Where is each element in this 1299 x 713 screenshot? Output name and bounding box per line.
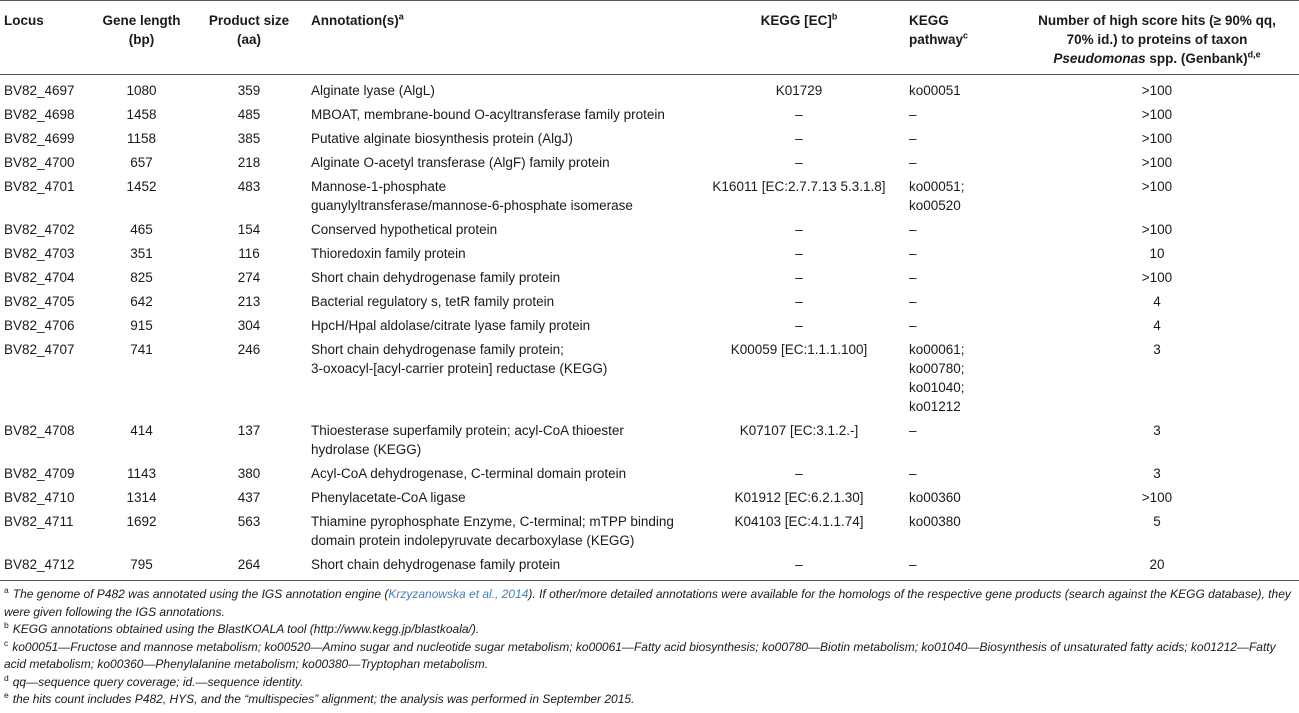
cell-gene-length: 1143 <box>126 466 157 481</box>
cell-product-size: 563 <box>237 514 261 529</box>
cell-hits: >100 <box>1141 490 1173 505</box>
cell-annotation-line: domain protein indolepyruvate decarboxylase (KEGG) <box>311 533 635 548</box>
cell-hits: >100 <box>1141 83 1173 98</box>
cell-annotation <box>307 242 693 266</box>
cell-locus: BV82_4699 <box>4 131 75 146</box>
cell-pathway <box>905 314 1015 338</box>
cell-annotation-line: Bacterial regulatory s, tetR family protein <box>311 294 555 309</box>
cell-pathway-line: ko00051; <box>909 179 965 194</box>
cell-kegg: K00059 [EC:1.1.1.100] <box>730 342 868 357</box>
cell-annotation <box>307 75 693 104</box>
cell-annotation-line: Putative alginate biosynthesis protein (AlgJ) <box>311 131 573 146</box>
table-row <box>0 338 1299 419</box>
cell-gene-length: 915 <box>130 318 153 333</box>
cell-annotation-line: Short chain dehydrogenase family protein <box>311 557 561 572</box>
cell-pathway <box>905 338 1015 419</box>
table-row <box>0 314 1299 338</box>
cell-annotation-line: Thioesterase superfamily protein; acyl-CoA thioester <box>311 423 624 438</box>
table-body <box>0 75 1299 581</box>
cell-kegg: – <box>795 131 803 146</box>
cell-annotation <box>307 290 693 314</box>
table-row <box>0 242 1299 266</box>
cell-annotation <box>307 266 693 290</box>
cell-gene-length: 1158 <box>126 131 157 146</box>
cell-kegg: – <box>795 270 803 285</box>
cell-annotation-line: MBOAT, membrane-bound O-acyltransferase family protein <box>311 107 665 122</box>
cell-kegg: – <box>795 466 803 481</box>
cell-annotation <box>307 127 693 151</box>
cell-kegg: – <box>795 246 803 261</box>
cell-locus: BV82_4709 <box>4 466 75 481</box>
cell-locus: BV82_4700 <box>4 155 75 170</box>
footnote-a: $^a$ The genome of P482 was annotated using the IGS annotation engine (Krzyzanowska et al., 2014). If other/more detailed annotations were available for the homologs of the respective gene products (search against the KEGG database), they were given following the IGS annotations. <box>4 585 1291 619</box>
cell-product-size: 137 <box>237 423 261 438</box>
table-row <box>0 486 1299 510</box>
cell-pathway-line: ko00051 <box>909 83 961 98</box>
header-hits: Number of high score hits (≥ 90% qq, 70% id.) to proteins of taxon Pseudomonas spp. (Genbank)$^{d,e}$ <box>1038 13 1276 66</box>
table-row <box>0 103 1299 127</box>
cell-pathway-line: – <box>909 557 917 572</box>
cell-kegg: – <box>795 294 803 309</box>
cell-hits: 3 <box>1153 423 1161 438</box>
table-row <box>0 127 1299 151</box>
cell-locus: BV82_4702 <box>4 222 75 237</box>
cell-hits: 4 <box>1153 294 1161 309</box>
cell-gene-length: 657 <box>130 155 153 170</box>
cell-annotation <box>307 419 693 462</box>
table-row <box>0 553 1299 581</box>
cell-product-size: 304 <box>237 318 261 333</box>
cell-product-size: 483 <box>237 179 261 194</box>
cell-annotation-line: Conserved hypothetical protein <box>311 222 498 237</box>
cell-pathway-line: ko00780; <box>909 361 965 376</box>
cell-annotation-line: Thioredoxin family protein <box>311 246 466 261</box>
cell-pathway-line: ko00520 <box>909 198 961 213</box>
cell-product-size: 213 <box>237 294 261 309</box>
cell-locus: BV82_4705 <box>4 294 75 309</box>
cell-hits: >100 <box>1141 107 1173 122</box>
table-row <box>0 75 1299 104</box>
cell-locus: BV82_4712 <box>4 557 75 572</box>
footnote-c: $^c$ ko00051—Fructose and mannose metabolism; ko00520—Amino sugar and nucleotide sugar metabolism; ko00061—Fatty acid biosynthesis; ko00780—Biotin metabolism; ko01040—Biosynthesis of unsaturated fatty acids; ko01212—Fatty acid metabolism; ko00360—Phenylalanine metabolism; ko00380—Tryptophan metabolism. <box>4 637 1276 671</box>
cell-gene-length: 1314 <box>126 490 157 505</box>
cell-pathway <box>905 242 1015 266</box>
cell-kegg: K07107 [EC:3.1.2.-] <box>739 423 859 438</box>
cell-kegg: K16011 [EC:2.7.7.13 5.3.1.8] <box>712 179 886 194</box>
cell-pathway-line: – <box>909 131 917 146</box>
cell-hits: 4 <box>1153 318 1161 333</box>
cell-annotation-line: hydrolase (KEGG) <box>311 442 422 457</box>
cell-annotation-line: Short chain dehydrogenase family protein <box>311 270 561 285</box>
cell-annotation <box>307 486 693 510</box>
header-gene-length: Gene length (bp) <box>102 13 181 47</box>
cell-pathway-line: ko00380 <box>909 514 961 529</box>
cell-gene-length: 351 <box>130 246 153 261</box>
footnote-b: $^b$ KEGG annotations obtained using the BlastKOALA tool (http://www.kegg.jp/blastkoala/). <box>4 620 480 636</box>
cell-hits: 3 <box>1153 466 1161 481</box>
cell-kegg: – <box>795 318 803 333</box>
footnotes <box>0 581 1299 709</box>
cell-annotation-line: 3-oxoacyl-[acyl-carrier protein] reductase (KEGG) <box>311 361 608 376</box>
header-product-size: Product size (aa) <box>208 13 290 47</box>
cell-product-size: 485 <box>237 107 261 122</box>
cell-annotation <box>307 175 693 218</box>
cell-annotation-line: Alginate O-acetyl transferase (AlgF) family protein <box>311 155 610 170</box>
cell-pathway <box>905 462 1015 486</box>
cell-annotation <box>307 510 693 553</box>
header-annotation: $Annotation(s)^a$ <box>311 11 404 28</box>
cell-kegg: – <box>795 222 803 237</box>
cell-pathway-line: – <box>909 423 917 438</box>
cell-kegg: – <box>795 107 803 122</box>
cell-pathway-line: – <box>909 155 917 170</box>
header-row <box>0 1 1299 75</box>
cell-pathway-line: ko01212 <box>909 399 961 414</box>
cell-pathway-line: – <box>909 318 917 333</box>
cell-annotation <box>307 462 693 486</box>
cell-pathway <box>905 553 1015 581</box>
cell-product-size: 437 <box>237 490 261 505</box>
cell-hits: >100 <box>1141 270 1173 285</box>
table-row <box>0 290 1299 314</box>
cell-locus: BV82_4704 <box>4 270 75 285</box>
cell-hits: >100 <box>1141 131 1173 146</box>
cell-product-size: 264 <box>237 557 261 572</box>
cell-product-size: 116 <box>238 246 260 261</box>
table-row <box>0 151 1299 175</box>
header-locus: Locus <box>4 13 44 28</box>
cell-hits: 10 <box>1149 246 1165 261</box>
citation-link[interactable]: Krzyzanowska et al., 2014 <box>388 587 529 601</box>
cell-kegg: K01729 <box>775 83 823 98</box>
cell-product-size: 385 <box>237 131 261 146</box>
cell-annotation <box>307 314 693 338</box>
cell-product-size: 380 <box>237 466 261 481</box>
cell-pathway <box>905 103 1015 127</box>
footnote-d: $^d$ qq—sequence query coverage; id.—sequence identity. <box>4 672 304 689</box>
cell-locus: BV82_4707 <box>4 342 75 357</box>
cell-product-size: 246 <box>237 342 261 357</box>
cell-pathway-line: – <box>909 466 917 481</box>
cell-product-size: 274 <box>237 270 261 285</box>
cell-annotation <box>307 338 693 419</box>
cell-product-size: 154 <box>237 222 261 237</box>
cell-pathway-line: ko01040; <box>909 380 965 395</box>
cell-locus: BV82_4708 <box>4 423 75 438</box>
table-row <box>0 218 1299 242</box>
cell-pathway-line: – <box>909 222 917 237</box>
cell-hits: >100 <box>1141 222 1173 237</box>
cell-pathway <box>905 510 1015 553</box>
cell-locus: BV82_4697 <box>4 83 75 98</box>
cell-gene-length: 825 <box>130 270 153 285</box>
cell-kegg: K04103 [EC:4.1.1.74] <box>734 514 864 529</box>
cell-annotation-line: Thiamine pyrophosphate Enzyme, C-terminal; mTPP binding <box>311 514 674 529</box>
cell-pathway <box>905 419 1015 462</box>
cell-gene-length: 1458 <box>126 107 157 122</box>
header-pathway: KEGG pathway$^c$ <box>909 13 969 47</box>
cell-locus: BV82_4701 <box>4 179 75 194</box>
table-row <box>0 510 1299 553</box>
cell-hits: 20 <box>1149 557 1165 572</box>
cell-gene-length: 465 <box>130 222 153 237</box>
cell-pathway-line: – <box>909 270 917 285</box>
cell-pathway <box>905 175 1015 218</box>
header-kegg: KEGG [EC]$^b$ <box>760 11 838 28</box>
cell-pathway-line: – <box>909 294 917 309</box>
cell-pathway-line: – <box>909 107 917 122</box>
cell-pathway <box>905 486 1015 510</box>
cell-gene-length: 1692 <box>126 514 157 529</box>
cell-kegg: – <box>795 557 803 572</box>
cell-pathway <box>905 218 1015 242</box>
cell-annotation-line: Acyl-CoA dehydrogenase, C-terminal domain protein <box>311 466 627 481</box>
cell-hits: 5 <box>1153 514 1161 529</box>
cell-gene-length: 1452 <box>126 179 157 194</box>
table-row <box>0 419 1299 462</box>
cell-annotation-line: guanylyltransferase/mannose-6-phosphate isomerase <box>311 198 633 213</box>
cell-product-size: 359 <box>237 83 261 98</box>
cell-pathway-line: ko00061; <box>909 342 965 357</box>
cell-pathway <box>905 290 1015 314</box>
cell-gene-length: 795 <box>130 557 153 572</box>
cell-locus: BV82_4698 <box>4 107 75 122</box>
cell-gene-length: 414 <box>130 423 153 438</box>
cell-pathway <box>905 127 1015 151</box>
cell-hits: >100 <box>1141 155 1173 170</box>
cell-gene-length: 741 <box>130 342 153 357</box>
cell-annotation <box>307 218 693 242</box>
cell-annotation <box>307 553 693 581</box>
cell-kegg: K01912 [EC:6.2.1.30] <box>734 490 864 505</box>
cell-annotation-line: Alginate lyase (AlgL) <box>311 83 435 98</box>
cell-annotation-line: Phenylacetate-CoA ligase <box>311 490 466 505</box>
cell-annotation <box>307 103 693 127</box>
cell-annotation-line: Short chain dehydrogenase family protein; <box>311 342 564 357</box>
cell-locus: BV82_4710 <box>4 490 75 505</box>
cell-gene-length: 1080 <box>126 83 157 98</box>
cell-pathway-line: ko00360 <box>909 490 961 505</box>
cell-annotation-line: Mannose-1-phosphate <box>311 179 447 194</box>
cell-kegg: – <box>795 155 803 170</box>
cell-annotation <box>307 151 693 175</box>
cell-pathway-line: – <box>909 246 917 261</box>
footnote-e: $^e$ the hits count includes P482, HYS, and the “multispecies” alignment; the analysis was performed in September 2015. <box>4 690 635 706</box>
cell-hits: 3 <box>1153 342 1161 357</box>
cell-locus: BV82_4711 <box>4 514 74 529</box>
cell-hits: >100 <box>1141 179 1173 194</box>
cell-locus: BV82_4706 <box>4 318 75 333</box>
cell-locus: BV82_4703 <box>4 246 75 261</box>
table-row <box>0 175 1299 218</box>
cell-pathway <box>905 266 1015 290</box>
table-row <box>0 266 1299 290</box>
table-row <box>0 462 1299 486</box>
cell-gene-length: 642 <box>130 294 153 309</box>
cell-pathway <box>905 151 1015 175</box>
cell-pathway <box>905 75 1015 104</box>
cell-annotation-line: HpcH/Hpal aldolase/citrate lyase family protein <box>311 318 591 333</box>
cell-product-size: 218 <box>237 155 261 170</box>
